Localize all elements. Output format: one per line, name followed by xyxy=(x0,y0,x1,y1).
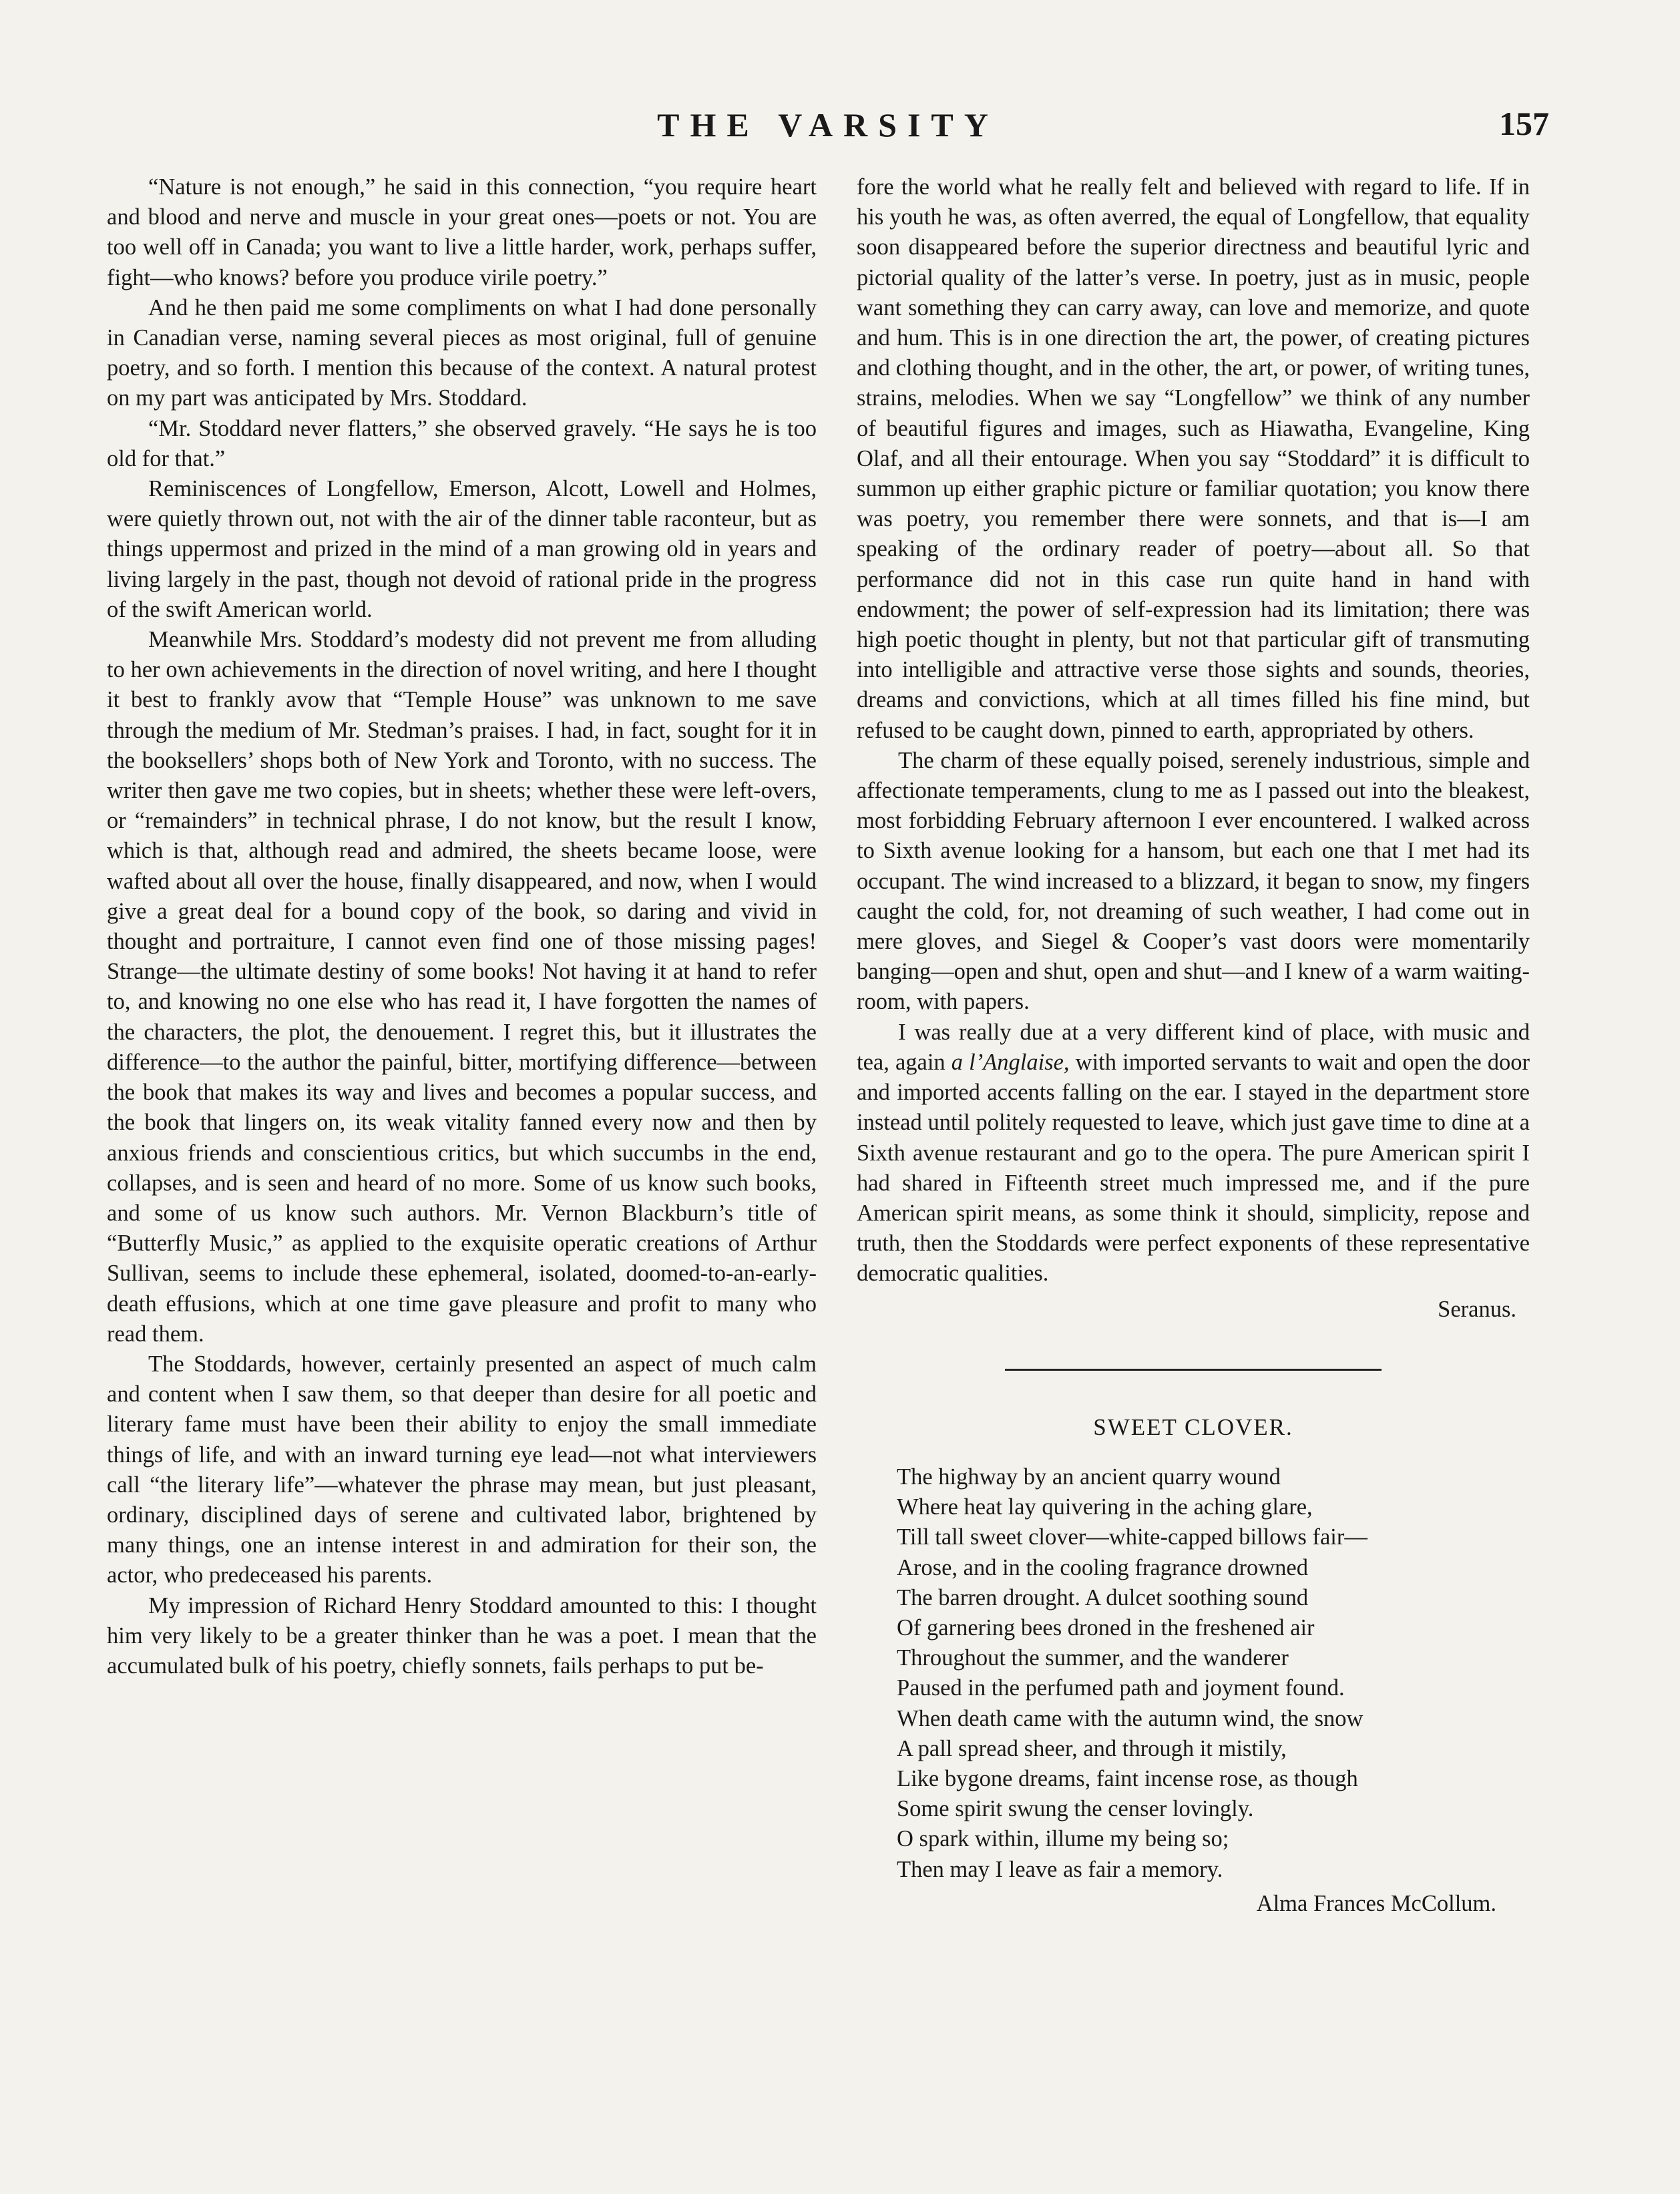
running-head xyxy=(107,100,1549,154)
paragraph: Reminiscences of Longfellow, Emerson, Alcott, Lowell and Holmes, were quietly thrown out, not with the air of the dinner table raconteur, but as things uppermost and prized in the mind of a man growing old in years and living largely in the past, though not devoid of rational pride in the progress of the swift American world. xyxy=(107,476,817,622)
paragraph: “Mr. Stoddard never flatters,” she observed gravely. “He says he is too old for that.” xyxy=(107,415,817,471)
article-signature: Seranus. xyxy=(1438,1296,1516,1322)
poem-line: Some spirit swung the censer lovingly. xyxy=(897,1796,1254,1822)
poem-title: SWEET CLOVER. xyxy=(1093,1413,1293,1440)
poem-author: Alma Frances McCollum. xyxy=(1256,1890,1496,1916)
paragraph xyxy=(857,1018,1530,1289)
paragraph: My impression of Richard Henry Stoddard amounted to this: I thought him very likely to be a greater thinker than he was a poet. I mean that the accumulated bulk of his poetry, chiefly sonnets, fails perhaps to put be- xyxy=(107,1592,817,1679)
italic-phrase: a l’Anglaise, xyxy=(951,1049,1070,1075)
poem-line: Arose, and in the cooling fragrance drowned xyxy=(897,1554,1308,1580)
poem-line: When death came with the autumn wind, the snow xyxy=(897,1705,1363,1731)
poem-line: Like bygone dreams, faint incense rose, as though xyxy=(897,1765,1358,1791)
section-divider xyxy=(1005,1369,1382,1371)
left-column xyxy=(107,172,817,1681)
paragraph-continued: fore the world what he really felt and believed with regard to life. If in his youth he was, as often averred, the equal of Longfellow, that equality soon disappeared before the superior directness and beautiful lyric and pictorial quality of the latter’s verse. In poetry, just as in music, people want something they can carry away, can love and memorize, and quote and hum. This is in one direction the art, the power, of creating pictures and clothing thought, and in the other, the art, or power, of writing tunes, strains, melodies. When we say “Longfellow” we think of any number of beautiful figures and images, such as Hiawatha, Evangeline, King Olaf, and all their entourage. When you say “Stoddard” it is difficult to summon up either graphic picture or familiar quotation; you know there was poetry, you remember there were sonnets, and that is—I am speaking of the ordinary reader of poetry—about all. So that performance did not in this case run quite hand in hand with endowment; the power of self-expression had its limitation; there was high poetic thought in plenty, but not that particular gift of transmuting into intelligible and attractive verse those sights and sounds, theories, dreams and convictions, which at all times filled his fine mind, but refused to be caught down, pinned to earth, appropriated by others. xyxy=(857,174,1530,743)
page-number: 157 xyxy=(1499,105,1549,142)
poem-line: Where heat lay quivering in the aching glare, xyxy=(897,1494,1313,1520)
journal-title: THE VARSITY xyxy=(657,106,999,144)
poem-line: Of garnering bees droned in the freshened air xyxy=(897,1614,1315,1640)
poem-line: The highway by an ancient quarry wound xyxy=(897,1464,1281,1490)
paragraph: The charm of these equally poised, serenely industrious, simple and affectionate temperaments, clung to me as I passed out into the bleakest, most forbidding February afternoon I ever encountered. I walked across to Sixth avenue looking for a hansom, but each one that I met had its occupant. The wind increased to a blizzard, it began to snow, my fingers caught the cold, for, not dreaming of such weather, I had come out in mere gloves, and Siegel & Cooper’s vast doors were momentarily banging—open and shut, open and shut—and I knew of a warm waiting-room, with papers. xyxy=(857,747,1530,1015)
poem-body xyxy=(897,1462,1530,1885)
poem-line: Paused in the perfumed path and joyment found. xyxy=(897,1675,1345,1701)
paragraph: Meanwhile Mrs. Stoddard’s modesty did not prevent me from alluding to her own achievements in the direction of novel writing, and here I thought it best to frankly avow that “Temple House” was unknown to me save through the medium of Mr. Stedman’s praises. I had, in fact, sought for it in the booksellers’ shops both of New York and Toronto, with no success. The writer then gave me two copies, but in sheets; whether these were left-overs, or “remainders” in technical phrase, I do not know, but the result I know, which is that, although read and admired, the sheets became loose, were wafted about all over the house, finally disappeared, and now, when I would give a great deal for a bound copy of the book, so daring and vivid in thought and portraiture, I cannot even find one of those missing pages! Strange—the ultimate destiny of some books! Not having it at hand to refer to, and knowing no one else who has read it, I have forgotten the names of the characters, the plot, the denouement. I regret this, but it illustrates the difference—to the author the painful, bitter, mortifying difference—between the book that makes its way and lives and becomes a popular success, and the book that lingers on, its weak vitality fanned every now and then by anxious friends and conscientious critics, but which succumbs in the end, collapses, and is seen and heard of no more. Some of us know such books, and some of us know such authors. Mr. Vernon Blackburn’s title of “Butterfly Music,” as applied to the exquisite operatic creations of Arthur Sullivan, seems to include these ephemeral, isolated, doomed-to-an-early-death effusions, which at one time gave pleasure and profit to many who read them. xyxy=(107,627,817,1347)
paragraph: The Stoddards, however, certainly presented an aspect of much calm and content when I saw them, so that deeper than desire for all poetic and literary fame must have been their ability to enjoy the small immediate things of life, and with an inward turning eye lead—not what interviewers call “the literary life”—whatever the phrase may mean, but just pleasant, ordinary, disciplined days of serene and cultivated labor, brightened by many things, one an intense interest in and admiration for their son, the actor, who predeceased his parents. xyxy=(107,1351,817,1588)
paragraph-text: I was really due at a very different kind of place, with music and tea, again xyxy=(857,1019,1530,1075)
paragraph-text: with imported servants to wait and open the door and imported accents falling on the ear. I stayed in the department store instead until politely requested to leave, which just gave time to dine at a Sixth avenue restaurant and go to the opera. The pure American spirit I had shared in Fifteenth street much impressed me, and if the pure American spirit means, as some think it should, simplicity, repose and truth, then the Stoddards were perfect exponents of these representative democratic qualities. xyxy=(857,1049,1530,1287)
right-column xyxy=(857,172,1530,1919)
poem-line: Throughout the summer, and the wanderer xyxy=(897,1645,1289,1671)
paragraph: And he then paid me some compliments on what I had done personally in Canadian verse, naming several pieces as most original, full of genuine poetry, and so forth. I mention this because of the context. A natural protest on my part was anticipated by Mrs. Stoddard. xyxy=(107,294,817,411)
poem-line: The barren drought. A dulcet soothing sound xyxy=(897,1584,1309,1610)
poem-line: Then may I leave as fair a memory. xyxy=(897,1856,1223,1882)
paragraph: “Nature is not enough,” he said in this connection, “you require heart and blood and nerve and muscle in your great ones—poets or not. You are too well off in Canada; you want to live a little harder, work, perhaps suffer, fight—who knows? before you produce virile poetry.” xyxy=(107,174,817,290)
poem-line: A pall spread sheer, and through it mistily, xyxy=(897,1735,1287,1761)
poem-line: Till tall sweet clover—white-capped billows fair— xyxy=(897,1524,1368,1550)
poem-line: O spark within, illume my being so; xyxy=(897,1826,1229,1852)
